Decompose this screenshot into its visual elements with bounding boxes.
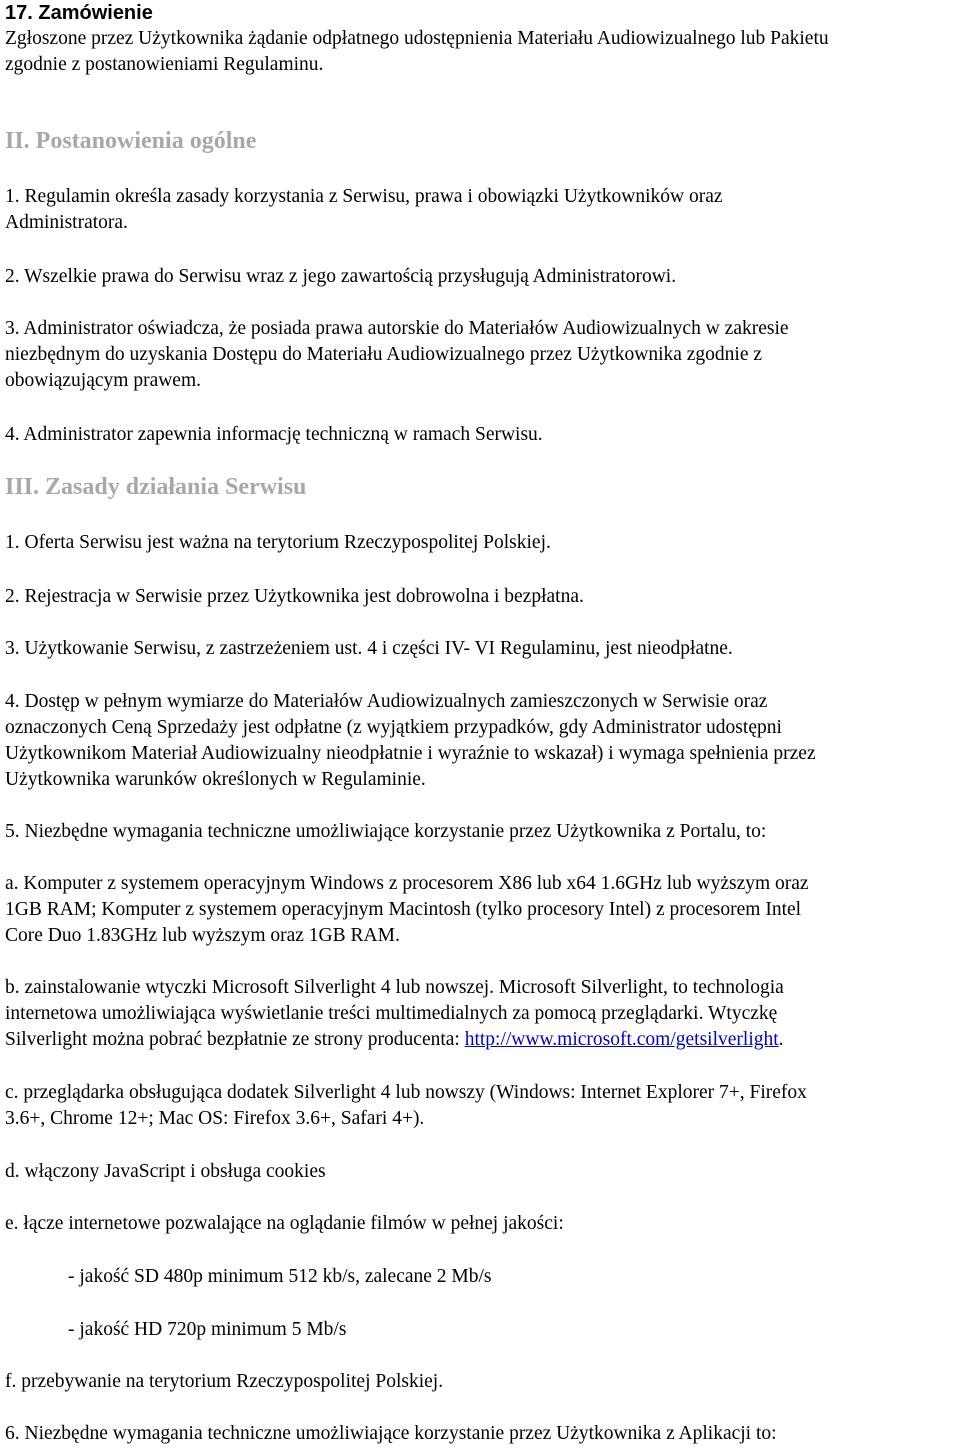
paragraph-line: Użytkownika warunków określonych w Regulaminie. <box>5 769 426 790</box>
silverlight-download-link[interactable]: http://www.microsoft.com/getsilverlight <box>464 1029 779 1050</box>
paragraph-line: Administratora. <box>5 212 128 233</box>
paragraph-line: 4. Dostęp w pełnym wymiarze do Materiałów Audiowizualnych zamieszczonych w Serwisie oraz <box>5 691 768 712</box>
quality-item: - jakość HD 720p minimum 5 Mb/s <box>68 1319 347 1340</box>
paragraph-line: 2. Wszelkie prawa do Serwisu wraz z jego zawartością przysługują Administratorowi. <box>5 266 677 287</box>
paragraph-line: 1. Regulamin określa zasady korzystania z Serwisu, prawa i obowiązki Użytkowników oraz <box>5 186 723 207</box>
requirement-line: e. łącze internetowe pozwalające na oglądanie filmów w pełnej jakości: <box>5 1213 564 1234</box>
requirement-line: b. zainstalowanie wtyczki Microsoft Silverlight 4 lub nowszej. Microsoft Silverlight, to technologia <box>5 977 784 998</box>
paragraph-line: niezbędnym do uzyskania Dostępu do Materiału Audiowizualnego przez Użytkownika zgodnie z <box>5 344 763 365</box>
paragraph-line: 5. Niezbędne wymagania techniczne umożliwiające korzystanie przez Użytkownika z Portalu, to: <box>5 821 767 842</box>
requirement-line: 3.6+, Chrome 12+; Mac OS: Firefox 3.6+, Safari 4+). <box>5 1108 425 1129</box>
requirement-line: a. Komputer z systemem operacyjnym Windows z procesorem X86 lub x64 1.6GHz lub wyższym oraz <box>5 873 809 894</box>
requirement-line: internetowa umożliwiająca wyświetlanie treści multimedialnych za pomocą przeglądarki. Wtyczkę <box>5 1003 778 1024</box>
requirement-line: Core Duo 1.83GHz lub wyższym oraz 1GB RAM. <box>5 925 400 946</box>
paragraph-line: obowiązującym prawem. <box>5 370 202 391</box>
requirement-line: d. włączony JavaScript i obsługa cookies <box>5 1161 326 1182</box>
paragraph-line: 3. Administrator oświadcza, że posiada prawa autorskie do Materiałów Audiowizualnych w zakresie <box>5 318 789 339</box>
requirement-line: c. przeglądarka obsługująca dodatek Silverlight 4 lub nowszy (Windows: Internet Explorer 7+, Firefox <box>5 1082 807 1103</box>
paragraph-line: Użytkownikom Materiał Audiowizualny nieodpłatnie i wyraźnie to wskazał) i wymaga spełnienia przez <box>5 743 816 764</box>
requirement-line-with-link <box>5 1027 784 1053</box>
paragraph-line: 3. Użytkowanie Serwisu, z zastrzeżeniem ust. 4 i części IV- VI Regulaminu, jest nieodpłatne. <box>5 638 733 659</box>
quality-item: - jakość SD 480p minimum 512 kb/s, zalecane 2 Mb/s <box>68 1266 492 1287</box>
sentence-end: . <box>778 1029 784 1050</box>
requirement-line: f. przebywanie na terytorium Rzeczypospolitej Polskiej. <box>5 1371 444 1392</box>
paragraph-line: 6. Niezbędne wymagania techniczne umożliwiające korzystanie przez Użytkownika z Aplikacji to: <box>5 1423 777 1444</box>
section-heading-zamowienie: 17. Zamówienie <box>5 2 153 24</box>
requirement-line: 1GB RAM; Komputer z systemem operacyjnym Macintosh (tylko procesory Intel) z procesorem Intel <box>5 899 802 920</box>
paragraph-line: 2. Rejestracja w Serwisie przez Użytkownika jest dobrowolna i bezpłatna. <box>5 586 584 607</box>
order-definition-line: Zgłoszone przez Użytkownika żądanie odpłatnego udostępnienia Materiału Audiowizualnego lub Pakietu <box>5 28 829 49</box>
section-title-postanowienia-ogolne: II. Postanowienia ogólne <box>5 128 257 154</box>
section-title-zasady-dzialania: III. Zasady działania Serwisu <box>5 474 307 500</box>
requirement-text: Silverlight można pobrać bezpłatnie ze strony producenta: <box>5 1029 465 1050</box>
paragraph-line: 4. Administrator zapewnia informację techniczną w ramach Serwisu. <box>5 424 543 445</box>
paragraph-line: 1. Oferta Serwisu jest ważna na terytorium Rzeczypospolitej Polskiej. <box>5 532 551 553</box>
paragraph-line: oznaczonych Ceną Sprzedaży jest odpłatne (z wyjątkiem przypadków, gdy Administrator udostępni <box>5 717 782 738</box>
order-definition-line: zgodnie z postanowieniami Regulaminu. <box>5 54 324 75</box>
